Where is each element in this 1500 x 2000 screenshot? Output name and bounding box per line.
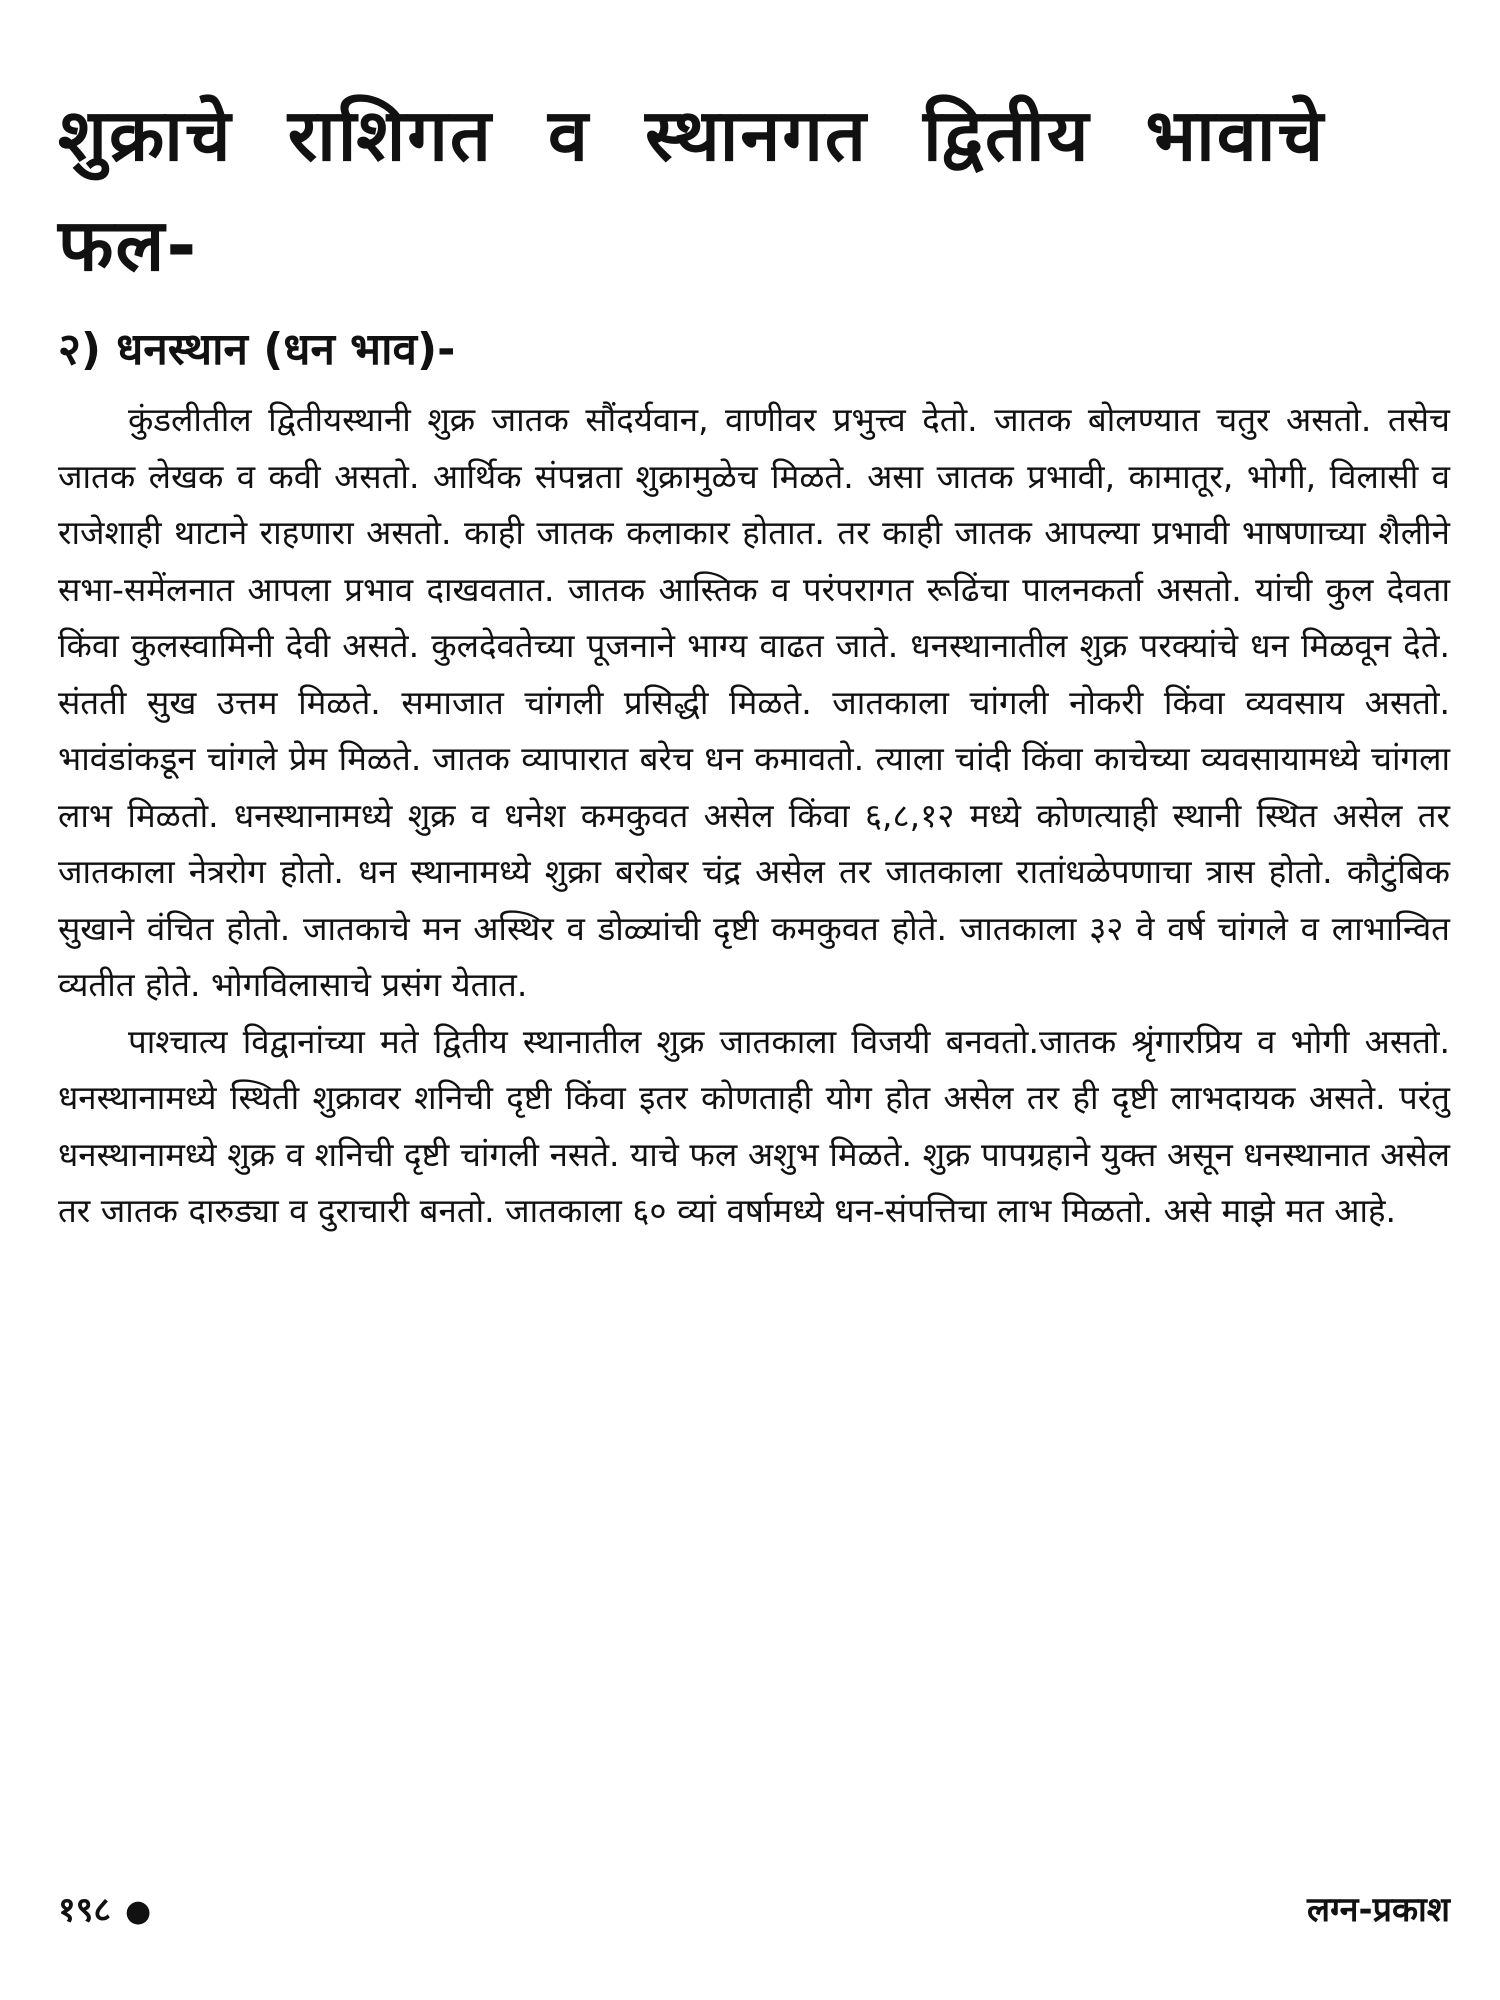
section-heading: २) धनस्थान (धन भाव)- — [58, 324, 456, 375]
paragraph-2: पाश्चात्य विद्वानांच्या मते द्वितीय स्थानातील शुक्र जातकाला विजयी बनवतो.जातक श्रृंगारप्रिय व भोगी असतो. धनस्थानामध्ये स्थिती शुक्रावर शनिची दृष्टी किंवा इतर कोणताही योग होत असेल तर ही दृष्टी लाभदायक असते. परंतु धनस्थानामध्ये शुक्र व शनिची दृष्टी चांगली नसते. याचे फल अशुभ मिळते. शुक्र पापग्रहाने युक्त असून धनस्थानात असेल तर जातक दारुड्या व दुराचारी बनतो. जातकाला ६० व्यां वर्षामध्ये धन-संपत्तिचा लाभ मिळतो. असे माझे मत आहे. — [58, 1021, 1450, 1230]
paragraph-1: कुंडलीतील द्वितीयस्थानी शुक्र जातक सौंदर्यवान, वाणीवर प्रभुत्त्व देतो. जातक बोलण्यात चतुर असतो. तसेच जातक लेखक व कवी असतो. आर्थिक संपन्नता शुक्रामुळेच मिळते. असा जातक प्रभावी, कामातूर, भोगी, विलासी व राजेशाही थाटाने राहणारा असतो. काही जातक कलाकार होतात. तर काही जातक आपल्या प्रभावी भाषणाच्या शैलीने सभा-समेंलनात आपला प्रभाव दाखवतात. जातक आस्तिक व परंपरागत रूढिंचा पालनकर्ता असतो. यांची कुल देवता किंवा कुलस्वामिनी देवी असते. कुलदेवतेच्या पूजनाने भाग्य वाढत जाते. धनस्थानातील शुक्र परक्यांचे धन मिळवून देते. संतती सुख उत्तम मिळते. समाजात चांगली प्रसिद्धी मिळते. जातकाला चांगली नोकरी किंवा व्यवसाय असतो. भावंडांकडून चांगले प्रेम मिळते. जातक व्यापारात बरेच धन कमावतो. त्याला चांदी किंवा काचेच्या व्यवसायामध्ये चांगला लाभ मिळतो. धनस्थानामध्ये शुक्र व धनेश कमकुवत असेल किंवा ६,८,१२ मध्ये कोणत्याही स्थानी स्थित असेल तर जातकाला नेत्ररोग होतो. धन स्थानामध्ये शुक्रा बरोबर चंद्र असेल तर जातकाला रातांधळेपणाचा त्रास होतो. कौटुंबिक सुखाने वंचित होतो. जातकाचे मन अस्थिर व डोळ्यांची दृष्टी कमकुवत होते. जातकाला ३२ वे वर्ष चांगले व लाभान्वित व्यतीत होते. भोगविलासाचे प्रसंग येतात. — [58, 400, 1450, 1004]
bullet-icon: ● — [125, 1894, 152, 1929]
page-number: १९८ — [58, 1890, 112, 1930]
book-title: लग्न-प्रकाश — [1307, 1890, 1450, 1930]
page-title: शुक्राचे राशिगत व स्थानगत द्वितीय भावाचे फल- — [58, 93, 1326, 287]
page-footer-left — [58, 1888, 151, 1934]
body-text — [58, 392, 1450, 1240]
